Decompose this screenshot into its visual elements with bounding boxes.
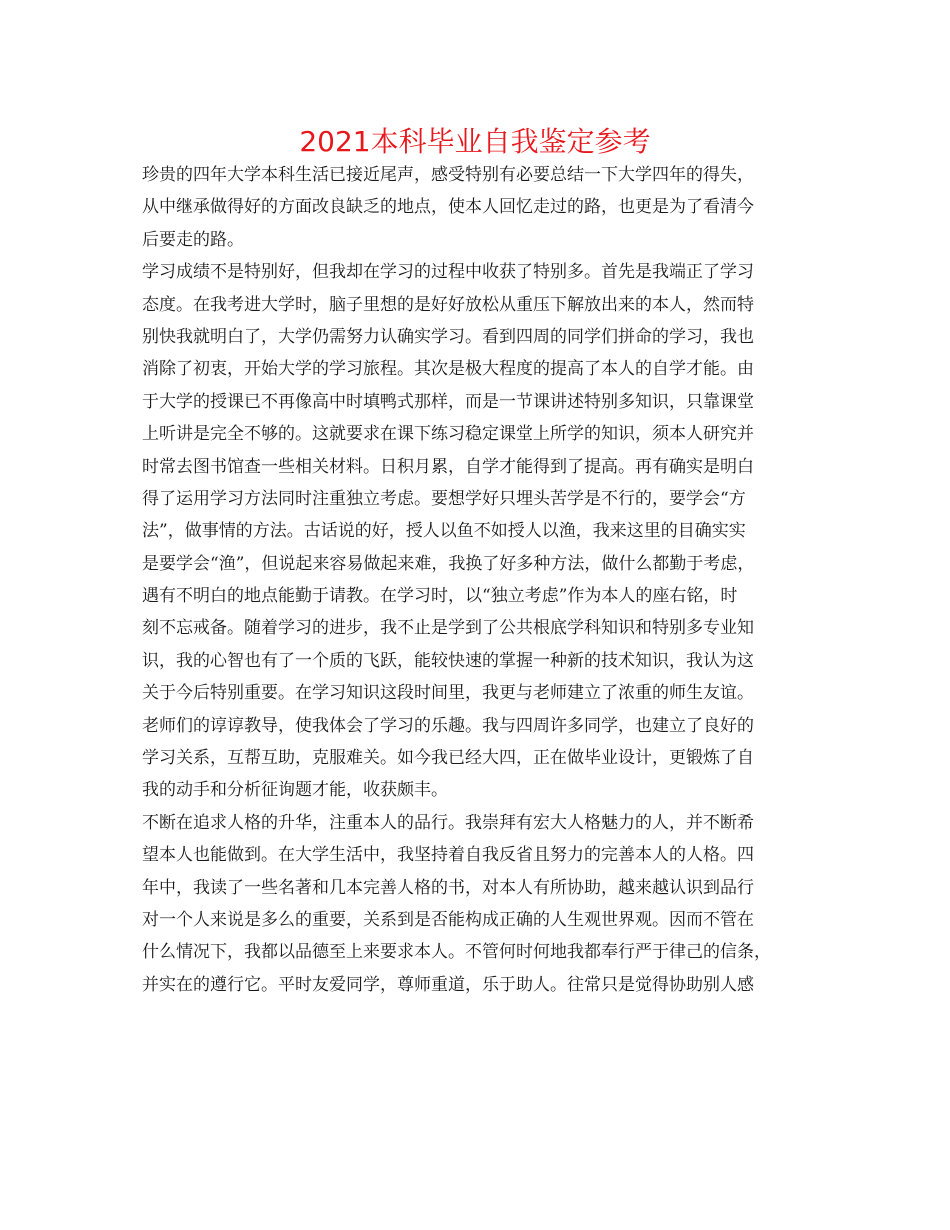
text-line: 上听讲是完全不够的。这就要求在课下练习稳定课堂上所学的知识，须本人研究并 xyxy=(142,424,754,445)
paragraph xyxy=(142,807,822,1001)
text-line: 年中，我读了一些名著和几本完善人格的书，对本人有所协助，越来越认识到品行 xyxy=(142,877,754,898)
text-line: 不断在追求人格的升华，注重本人的品行。我崇拜有宏大人格魅力的人，并不断希 xyxy=(142,812,754,833)
text-line: 识，我的心智也有了一个质的飞跃，能较快速的掌握一种新的技术知识，我认为这 xyxy=(142,650,754,671)
text-line: 从中继承做得好的方面改良缺乏的地点，使本人回忆走过的路，也更是为了看清今 xyxy=(142,197,754,218)
paragraph xyxy=(142,159,822,256)
text-line: 望本人也能做到。在大学生活中，我坚持着自我反省且努力的完善本人的人格。四 xyxy=(142,845,754,866)
text-line: 并实在的遵行它。平时友爱同学，尊师重道，乐于助人。往常只是觉得协助别人感 xyxy=(142,974,754,995)
document-body xyxy=(142,159,822,1001)
text-line: 我的动手和分析征询题才能，收获颇丰。 xyxy=(142,780,448,801)
text-line: 关于今后特别重要。在学习知识这段时间里，我更与老师建立了浓重的师生友谊。 xyxy=(142,683,754,704)
text-line: 后要走的路。 xyxy=(142,229,244,250)
text-line: 什么情况下，我都以品德至上来要求本人。不管何时何地我都奉行严于律己的信条， xyxy=(142,942,771,963)
text-line: 法”，做事情的方法。古话说的好，授人以鱼不如授人以渔，我来这里的目确实实 xyxy=(142,521,746,542)
text-line: 态度。在我考进大学时，脑子里想的是好好放松从重压下解放出来的本人，然而特 xyxy=(142,294,754,315)
text-line: 学习关系，互帮互助，克服难关。如今我已经大四，正在做毕业设计，更锻炼了自 xyxy=(142,748,754,769)
text-line: 学习成绩不是特别好，但我却在学习的过程中收获了特别多。首先是我端正了学习 xyxy=(142,262,754,283)
text-line: 得了运用学习方法同时注重独立考虑。要想学好只埋头苦学是不行的，要学会“方 xyxy=(142,488,746,509)
text-line: 遇有不明白的地点能勤于请教。在学习时，以“独立考虑”作为本人的座右铭，时 xyxy=(142,586,738,607)
paragraph xyxy=(142,256,822,807)
text-line: 别快我就明白了，大学仍需努力认确实学习。看到四周的同学们拼命的学习，我也 xyxy=(142,326,754,347)
text-line: 是要学会“渔”，但说起来容易做起来难，我换了好多种方法，做什么都勤于考虑， xyxy=(142,553,755,574)
text-line: 消除了初衷，开始大学的学习旅程。其次是极大程度的提高了本人的自学才能。由 xyxy=(142,359,754,380)
text-line: 对一个人来说是多么的重要，关系到是否能构成正确的人生观世界观。因而不管在 xyxy=(142,909,754,930)
text-line: 时常去图书馆查一些相关材料。日积月累，自学才能得到了提高。再有确实是明白 xyxy=(142,456,754,477)
text-line: 老师们的谆谆教导，使我体会了学习的乐趣。我与四周许多同学，也建立了良好的 xyxy=(142,715,754,736)
text-line: 刻不忘戒备。随着学习的进步，我不止是学到了公共根底学科知识和特别多专业知 xyxy=(142,618,754,639)
document-title: 2021本科毕业自我鉴定参考 xyxy=(299,125,651,158)
text-line: 于大学的授课已不再像高中时填鸭式那样，而是一节课讲述特别多知识，只靠课堂 xyxy=(142,391,754,412)
text-line: 珍贵的四年大学本科生活已接近尾声，感受特别有必要总结一下大学四年的得失， xyxy=(142,165,754,185)
